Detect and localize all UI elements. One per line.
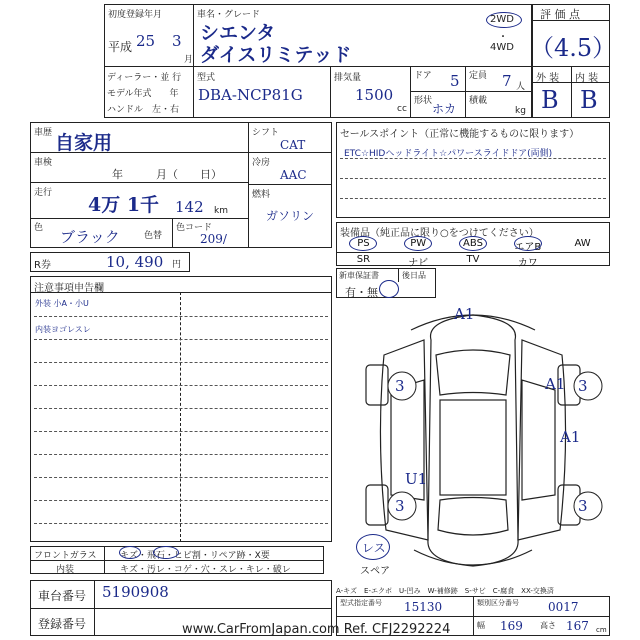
damage-legend: A-キズ E-エクボ U-凹み W-補修跡 S-サビ C-腐食 XX-交換済 bbox=[336, 587, 554, 595]
handle-label: ハンドル 左・右 bbox=[107, 105, 180, 115]
equipment-item: エアB bbox=[514, 242, 542, 253]
score: （4.5） bbox=[530, 34, 617, 62]
notes-line bbox=[34, 431, 328, 432]
color-name-label: 色替 bbox=[144, 231, 163, 241]
drive-4wd: 4WD bbox=[490, 42, 514, 53]
drive-dot: ・ bbox=[498, 32, 508, 43]
equipment-item: ABS bbox=[463, 238, 483, 249]
shape: ホカ bbox=[432, 102, 457, 116]
chassis: 5190908 bbox=[102, 583, 169, 601]
capacity-unit: 人 bbox=[516, 82, 526, 92]
size-label-1: 型式指定番号 bbox=[340, 599, 382, 607]
displacement: 1500 bbox=[355, 86, 394, 104]
equipment-item: SR bbox=[356, 254, 371, 265]
ac-label: 冷房 bbox=[252, 158, 271, 168]
mileage: 4万 1千 bbox=[88, 194, 160, 216]
equipment-item: TV bbox=[466, 254, 480, 265]
spare-value: レス bbox=[362, 541, 386, 555]
notes-line bbox=[34, 316, 328, 317]
cm-unit: cm bbox=[596, 626, 607, 634]
mark-3-rear-left: 3 bbox=[395, 497, 405, 515]
fuel: ガソリン bbox=[266, 209, 315, 223]
mark-a1-front: A1 bbox=[454, 305, 475, 323]
mark-a1-right: A1 bbox=[560, 428, 581, 446]
warranty-circle bbox=[379, 280, 399, 298]
color: ブラック bbox=[60, 228, 120, 246]
equipment-item: ナビ bbox=[408, 258, 429, 269]
interior-label: 内 装 bbox=[575, 73, 599, 84]
notes-line bbox=[34, 339, 328, 340]
mark-a1-front-right: A1 bbox=[545, 375, 566, 393]
notes-line bbox=[34, 385, 328, 386]
interior-damage-value: キズ・汚レ・コゲ・穴・スレ・キレ・破レ bbox=[120, 565, 291, 575]
notes-line bbox=[34, 362, 328, 363]
capacity-label: 定員 bbox=[469, 71, 488, 81]
car-name-label: 車名・グレード bbox=[197, 10, 261, 20]
notes-line bbox=[34, 454, 328, 455]
yen-unit: 円 bbox=[172, 260, 182, 270]
color-code: 209/ bbox=[200, 232, 227, 246]
size-value-1: 15130 bbox=[404, 600, 443, 614]
notes-line bbox=[34, 523, 328, 524]
windshield-circle-1 bbox=[119, 546, 141, 559]
size-label-2: 類別区分番号 bbox=[477, 599, 519, 607]
ac: AAC bbox=[280, 168, 307, 182]
reg-label: 登録番号 bbox=[38, 617, 87, 631]
model-year-label: モデル年式 年 bbox=[107, 89, 179, 99]
cc-unit: cc bbox=[397, 104, 407, 114]
width-label: 幅 bbox=[477, 621, 485, 630]
mark-3-rear-right: 3 bbox=[578, 497, 588, 515]
model-code: DBA-NCP81G bbox=[198, 86, 303, 104]
mark-u1-left: U1 bbox=[405, 470, 428, 488]
mark-3-front-left: 3 bbox=[395, 377, 405, 395]
windshield-circle-2 bbox=[153, 546, 179, 559]
kg-unit: kg bbox=[515, 106, 526, 116]
doors: 5 bbox=[450, 72, 460, 90]
warranty-value: 有・無 bbox=[345, 286, 378, 299]
color-label: 色 bbox=[34, 223, 44, 233]
grade: ダイスリミテッド bbox=[200, 44, 352, 66]
mark-3-front-right: 3 bbox=[578, 377, 588, 395]
shape-label: 形状 bbox=[414, 96, 433, 106]
reg-month: 3 bbox=[172, 32, 182, 50]
interior-grade: B bbox=[580, 86, 598, 114]
equipment-item: PS bbox=[357, 238, 370, 249]
recall-label: 後日品 bbox=[402, 271, 426, 280]
door-label: ドア bbox=[414, 71, 432, 81]
equipment-title: 装備品（純正品に限り○をつけてください） bbox=[340, 228, 539, 239]
reg-year: 25 bbox=[136, 32, 156, 50]
notes-line bbox=[34, 500, 328, 501]
sales-line-1: ETC☆HIDヘッドライト☆パワースライドドア(両側) bbox=[344, 149, 553, 159]
fuel-label: 燃料 bbox=[252, 190, 271, 200]
chassis-label: 車台番号 bbox=[38, 589, 87, 603]
notes-line-2: 内装ヨゴレスレ bbox=[35, 325, 91, 334]
sales-title: セールスポイント（正常に機能するものに限ります） bbox=[340, 129, 580, 140]
use: 自家用 bbox=[55, 132, 113, 154]
equipment-circle bbox=[514, 236, 542, 251]
era: 平成 bbox=[108, 40, 133, 54]
notes-line bbox=[34, 408, 328, 409]
exterior-label: 外 装 bbox=[536, 73, 560, 84]
color-code-label: 色コード bbox=[176, 223, 213, 233]
car-name: シエンタ bbox=[200, 22, 276, 44]
capacity: 7 bbox=[502, 72, 512, 90]
new-car-warranty-label: 新車保証書 bbox=[339, 271, 379, 280]
interior-damage-label: 内装 bbox=[56, 565, 75, 575]
km-unit: km bbox=[214, 206, 228, 216]
equipment-circle bbox=[404, 236, 432, 251]
displacement-label: 排気量 bbox=[334, 73, 362, 83]
load-label: 積載 bbox=[469, 96, 488, 106]
inspection-value: 年 月（ 日） bbox=[112, 168, 222, 181]
height-label: 高さ bbox=[540, 621, 556, 630]
dealer-label: ディーラー・並 行 bbox=[107, 73, 182, 83]
watermark: www.CarFromJapan.com Ref. CFJ2292224 bbox=[182, 622, 451, 637]
equipment-item: PW bbox=[410, 238, 427, 249]
windshield-value: キズ・飛石・ヒビ割・リペア跡・X要 bbox=[120, 551, 270, 561]
first-reg-label: 初度登録年月 bbox=[108, 10, 163, 20]
score-label: 評 価 点 bbox=[540, 8, 580, 21]
equipment-circle bbox=[459, 236, 487, 251]
notes-title: 注意事項申告欄 bbox=[34, 283, 104, 294]
exterior-grade: B bbox=[541, 86, 559, 114]
recycle-label: R券 bbox=[34, 260, 51, 271]
height-value: 167 bbox=[566, 619, 589, 633]
shift-label: シフト bbox=[252, 128, 280, 138]
mileage-small: 142 bbox=[175, 198, 204, 216]
equipment-item: カワ bbox=[517, 258, 538, 269]
shift: CAT bbox=[280, 138, 306, 152]
inspection-label: 車検 bbox=[34, 158, 53, 168]
type-label: 型式 bbox=[197, 73, 216, 83]
notes-line-1: 外装 小A・小U bbox=[35, 299, 89, 308]
equipment-item: AW bbox=[574, 238, 591, 249]
recycle: 10, 490 bbox=[106, 253, 164, 271]
month-unit: 月 bbox=[184, 55, 194, 65]
drive-2wd: 2WD bbox=[490, 14, 514, 25]
width-value: 169 bbox=[500, 619, 523, 633]
windshield-label: フロントガラス bbox=[34, 551, 97, 561]
spare-label: スペア bbox=[360, 566, 390, 577]
size-value-2: 0017 bbox=[548, 600, 579, 614]
use-label: 車歴 bbox=[34, 128, 53, 138]
mileage-label: 走行 bbox=[34, 188, 53, 198]
notes-line bbox=[34, 477, 328, 478]
